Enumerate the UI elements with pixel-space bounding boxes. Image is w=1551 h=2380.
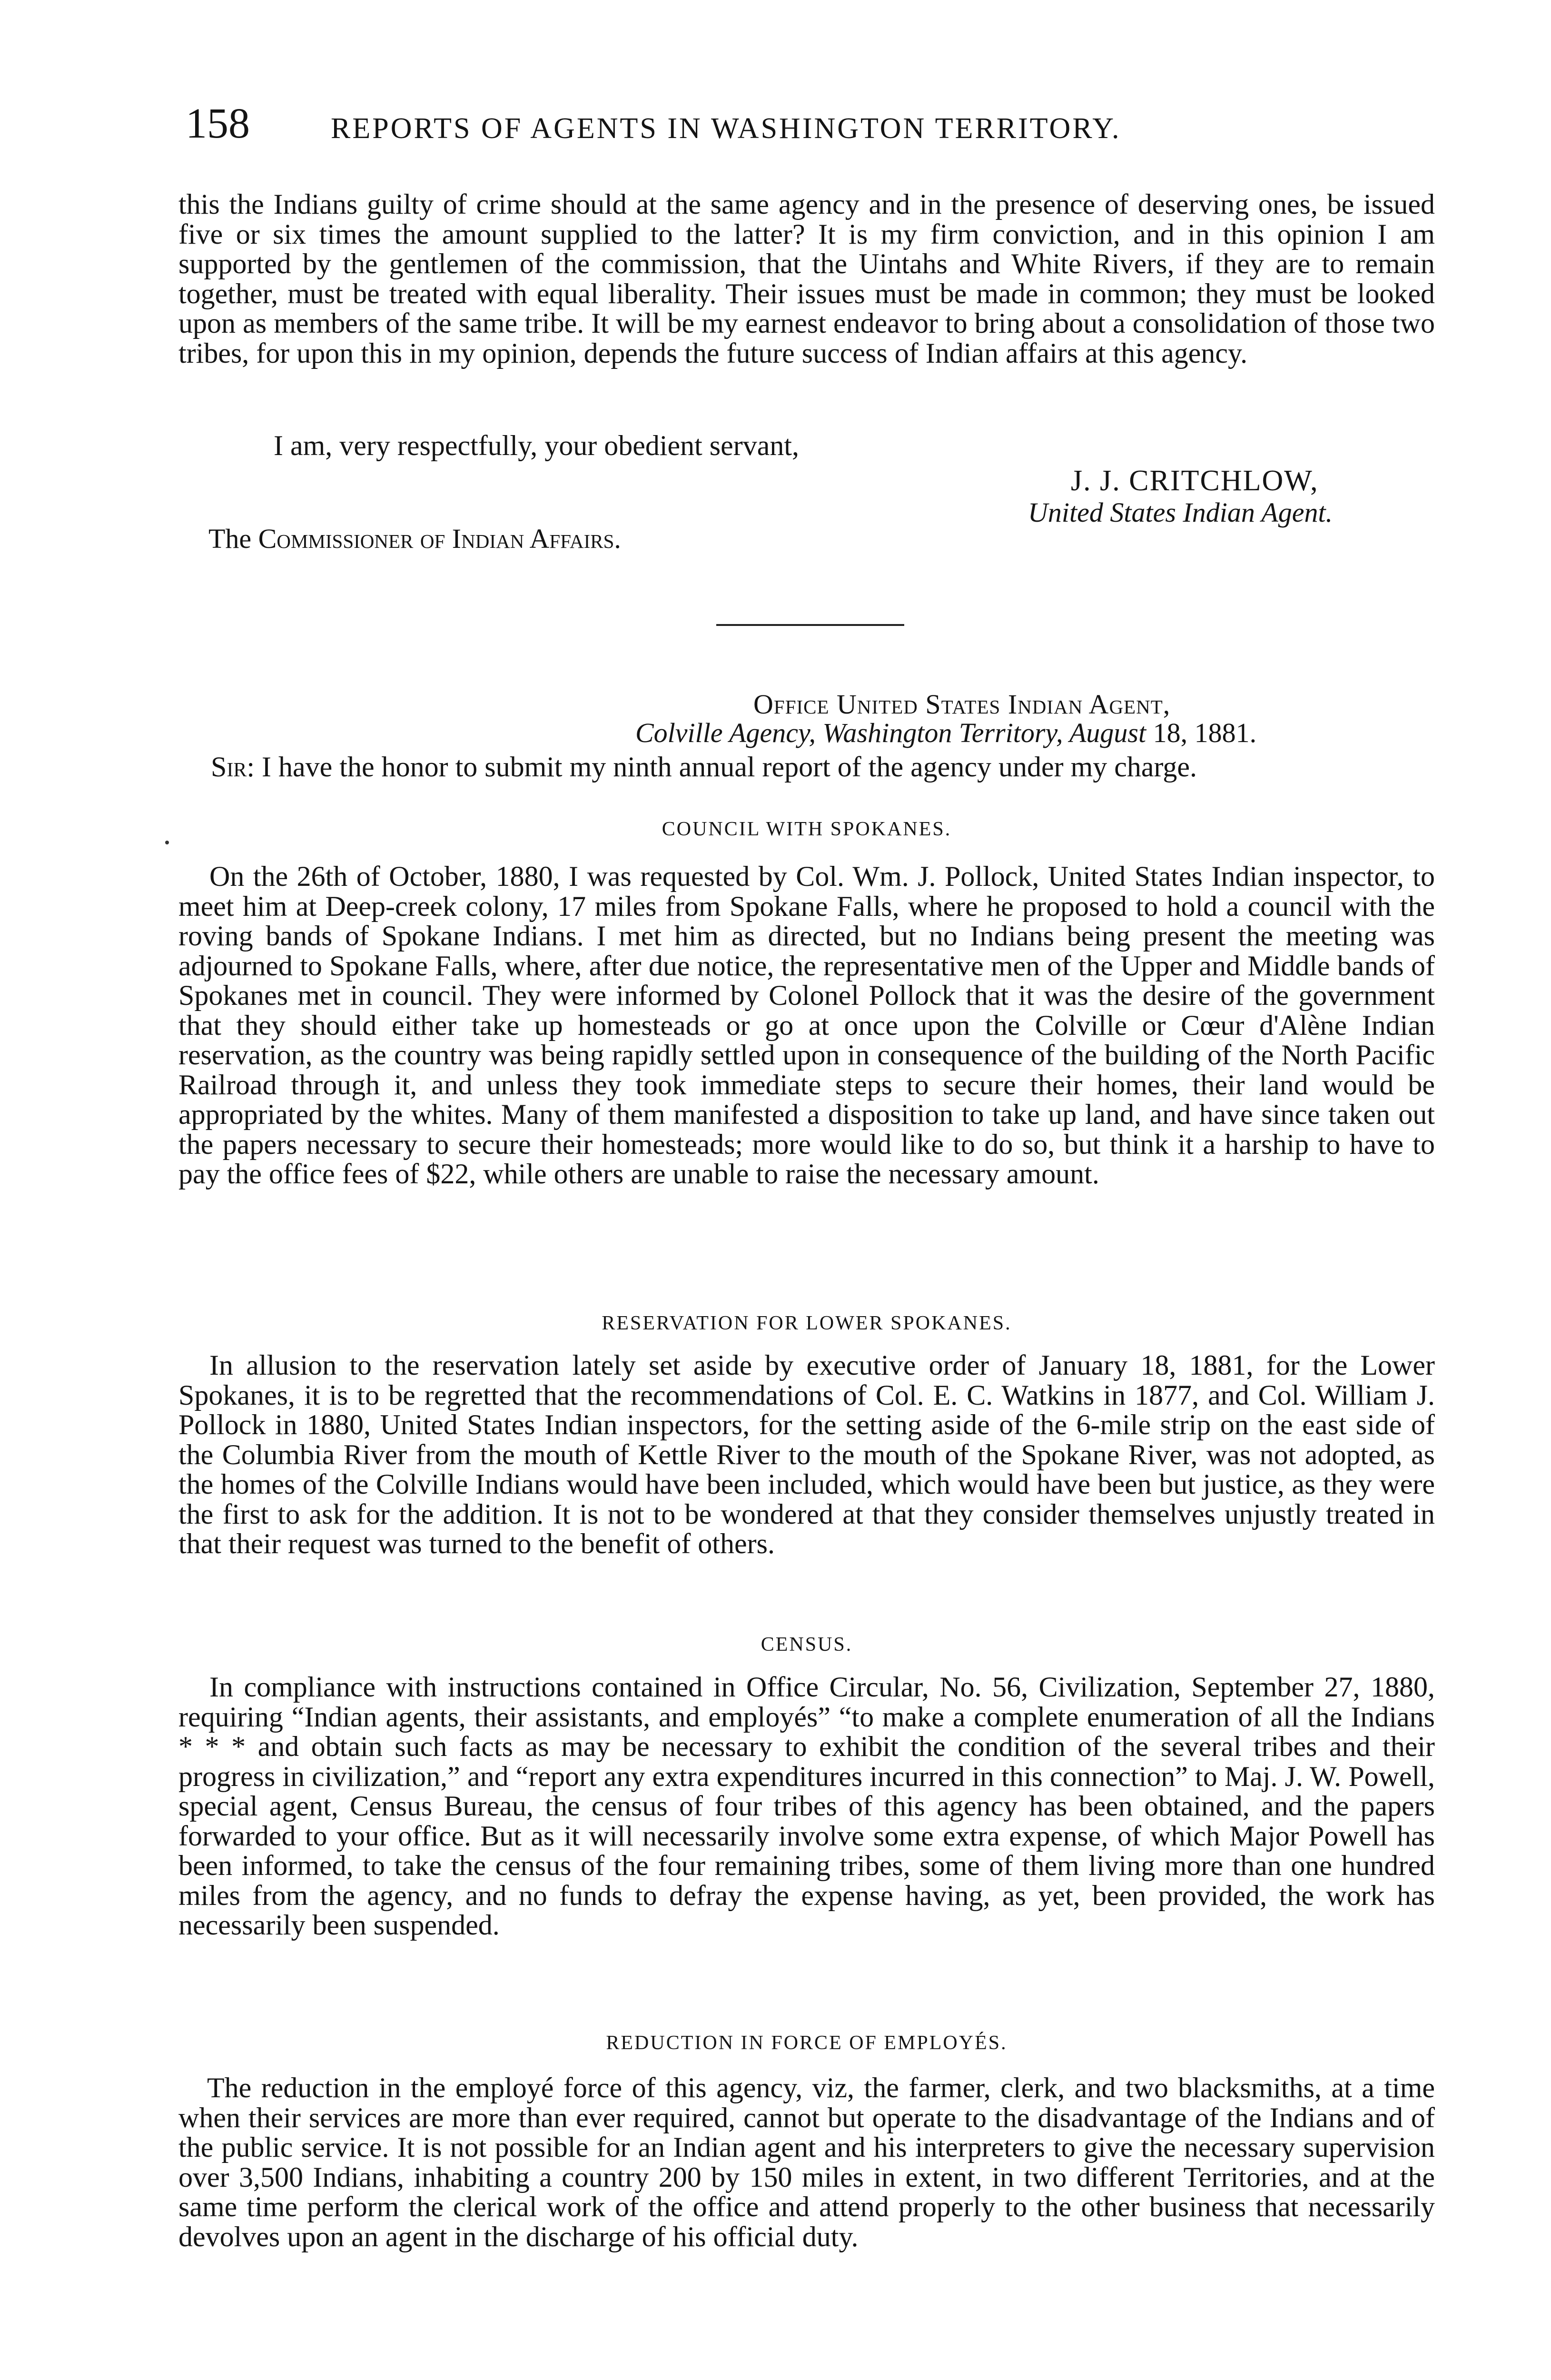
heading-census: CENSUS.: [761, 1634, 853, 1656]
heading-reduction-in-force: REDUCTION IN FORCE OF EMPLOYÉS.: [606, 2032, 1008, 2054]
page-number: 158: [186, 100, 250, 147]
office-location-date: Colville Agency, Washington Territory, August 18, 1881.: [635, 717, 1257, 748]
page-header: [186, 98, 1404, 150]
closing-line: I am, very respectfully, your obedient servant,: [274, 430, 800, 461]
heading-council-with-spokanes: COUNCIL WITH SPOKANES.: [662, 818, 952, 840]
letter-end-paragraph: this the Indians guilty of crime should at the same agency and in the presence of deserving ones, be issued five or six times the amount supplied to the latter? It is my firm conviction, and in this opinion I am supported by the gentlemen of the commission, that the Uintahs and White Rivers, if they are to remain together, must be treated with equal liberality. Their issues must be made in common; they must be looked upon as members of the same tribe. It will be my earnest endeavor to bring about a consolidation of those two tribes, for upon this in my opinion, depends the future success of Indian affairs at this agency.: [178, 188, 1435, 369]
signature-name: J. J. CRITCHLOW,: [1071, 465, 1319, 497]
paragraph-reservation-lower-spokanes: In allusion to the reservation lately set aside by executive order of January 18, 1881, for the Lower Spokanes, it is to be regretted that the recommendations of Col. E. C. Watkins in 1877, and Col. William J. Pollock in 1880, United States Indian inspectors, for the setting aside of the 6-mile strip on the east side of the Columbia River from the mouth of Kettle River to the mouth of the Spokane River, was not adopted, as the homes of the Colville Indians would have been included, which would have been but justice, as they were the first to ask for the addition. It is not to be wondered at that they consider themselves unjustly treated in that their request was turned to the benefit of others.: [178, 1349, 1435, 1559]
running-head: REPORTS OF AGENTS IN WASHINGTON TERRITORY.: [331, 112, 1121, 145]
section-divider: [716, 624, 904, 626]
signature-title: United States Indian Agent.: [1028, 497, 1333, 528]
paragraph-council-with-spokanes: On the 26th of October, 1880, I was requested by Col. Wm. J. Pollock, United States Indian inspector, to meet him at Deep-creek colony, 17 miles from Spokane Falls, where he proposed to hold a council with the roving bands of Spokane Indians. I met him as directed, but no Indians being present the meeting was adjourned to Spokane Falls, where, after due notice, the representative men of the Upper and Middle bands of Spokanes met in council. They were informed by Colonel Pollock that it was the desire of the government that they should either take up homesteads or go at once upon the Colville or Cœur d'Alène Indian reservation, as the country was being rapidly settled upon in consequence of the building of the North Pacific Railroad through it, and unless they took immediate steps to secure their homes, their land would be appropriated by the whites. Many of them manifested a disposition to take up land, and have since taken out the papers necessary to secure their homesteads; more would like to do so, but think it a harship to have to pay the office fees of $22, while others are unable to raise the necessary amount.: [178, 861, 1435, 1190]
paragraph-census: In compliance with instructions contained in Office Circular, No. 56, Civilization, September 27, 1880, requiring “Indian agents, their assistants, and employés” “to make a complete enumeration of all the Indians * * * and obtain such facts as may be necessary to exhibit the condition of the several tribes and their progress in civilization,” and “report any extra expenditures incurred in this connection” to Maj. J. W. Powell, special agent, Census Bureau, the census of four tribes of this agency has been obtained, and the papers forwarded to your office. But as it will necessarily involve some extra expense, of which Major Powell has been informed, to take the census of the four remaining tribes, some of them living more than one hundred miles from the agency, and no funds to defray the expense having, as yet, been provided, the work has necessarily been suspended.: [178, 1671, 1435, 1941]
stray-mark: [165, 841, 169, 844]
paragraph-reduction-in-force: The reduction in the employé force of this agency, viz, the farmer, clerk, and two blacksmiths, at a time when their services are more than ever required, cannot but operate to the disadvantage of the Indians and of the public service. It is not possible for an Indian agent and his interpreters to give the necessary supervision over 3,500 Indians, inhabiting a country 200 by 150 miles in extent, in two different Territories, and at the same time perform the clerical work of the office and attend properly to the other business that necessarily devolves upon an agent in the discharge of his official duty.: [178, 2072, 1435, 2252]
office-heading: Office United States Indian Agent,: [753, 689, 1171, 720]
salutation: Sir:: [211, 751, 255, 783]
heading-reservation-lower-spokanes: RESERVATION FOR LOWER SPOKANES.: [602, 1312, 1012, 1334]
opening-paragraph: Sir: I have the honor to submit my ninth annual report of the agency under my charge.: [211, 751, 1197, 783]
addressee: The Commissioner of Indian Affairs.: [208, 523, 621, 554]
